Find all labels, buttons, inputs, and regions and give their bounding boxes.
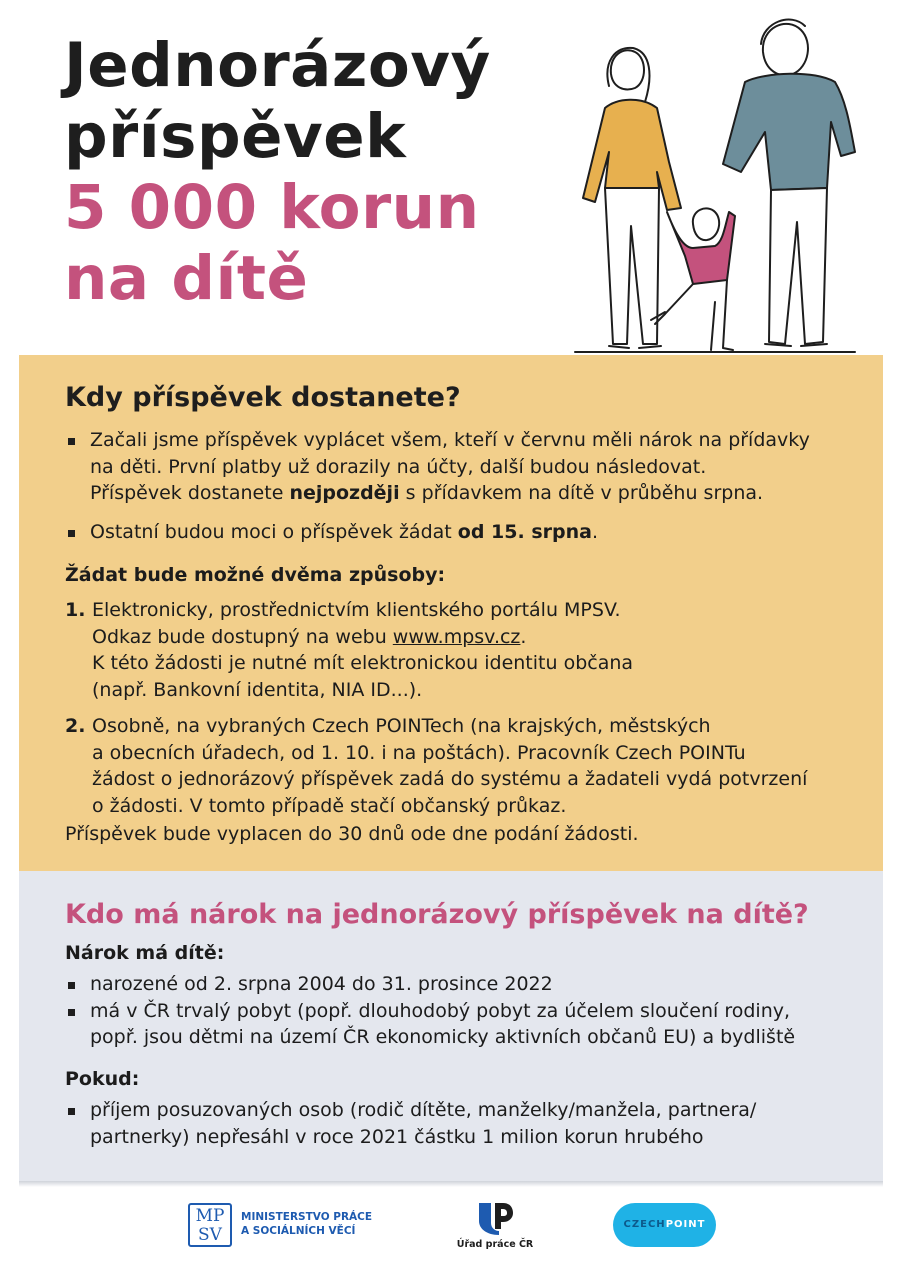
child-head [693, 208, 719, 240]
list-item-in-person: 2. Osobně, na vybraných Czech POINTech (na krajských, městských a obecních úřadech, od 1. 10. i na poštách). Pracovník Czech POINTu žádost o jednorázový příspěvek zadá do systému a žadateli vydá potvrzení o žádosti. V tomto případě stačí občanský průkaz. [65, 715, 808, 817]
eligibility-heading: Kdo má nárok na jednorázový příspěvek na dítě? [65, 899, 809, 930]
bullet-square-icon [68, 530, 75, 537]
child-legs [655, 280, 733, 350]
eligibility-panel [19, 871, 883, 1181]
title-line-1: Jednorázový [64, 30, 491, 101]
urad-prace-logo-icon [475, 1201, 515, 1235]
emphasis-date: od 15. srpna [457, 520, 592, 543]
czechpoint-logo: CZECHPOINT [613, 1203, 716, 1247]
list-item: narozené od 2. srpna 2004 do 31. prosince 2022 [65, 971, 795, 998]
bullet-square-icon [68, 438, 75, 445]
list-item-electronic: 1. Elektronicky, prostřednictvím klientského portálu MPSV. Odkaz bude dostupný na webu www.mpsv.cz. K této žádosti je nutné mít elektronickou identitu občana (např. Bankovní identita, NIA ID...). [65, 599, 634, 701]
mpsv-web-link[interactable]: www.mpsv.cz [392, 625, 521, 648]
list-number: 1. [65, 599, 86, 621]
when-bullet-list [65, 427, 810, 545]
bullet-square-icon [68, 1009, 75, 1016]
title-line-2: příspěvek [64, 101, 407, 172]
hero-section [0, 0, 900, 355]
emphasis-latest: nejpozději [289, 482, 400, 504]
bullet-square-icon [68, 982, 75, 989]
condition-list [65, 1097, 756, 1150]
woman-head [611, 50, 644, 89]
list-number: 2. [65, 715, 86, 737]
man-shirt [723, 74, 855, 190]
mpsv-logo-icon: MP SV [188, 1203, 232, 1247]
child-eligibility-heading: Nárok má dítě: [65, 942, 225, 964]
when-panel [19, 355, 883, 871]
list-item: má v ČR trvalý pobyt (popř. dlouhodobý pobyt za účelem sloučení rodiny, popř. jsou dětmi na území ČR ekonomicky aktivních občanů EU) a bydliště [65, 998, 795, 1051]
child-criteria-list [65, 971, 795, 1051]
bullet-square-icon [68, 1108, 75, 1115]
title-line-4: na dítě [64, 243, 309, 314]
list-item: příjem posuzovaných osob (rodič dítěte, manželky/manžela, partnera/ partnerky) nepřesáhl v roce 2021 částku 1 milion korun hrubého [65, 1097, 756, 1150]
ways-list [65, 597, 807, 819]
title-amount: 5 000 korun [64, 172, 480, 243]
urad-prace-label: Úřad práce ČR [456, 1239, 534, 1250]
family-illustration [565, 12, 860, 357]
mpsv-logo-text: MINISTERSTVO PRÁCE A SOCIÁLNÍCH VĚCÍ [241, 1211, 373, 1237]
list-item: Ostatní budou moci o příspěvek žádat od 15. srpna. [65, 519, 810, 546]
payout-note: Příspěvek bude vyplacen do 30 dnů ode dne podání žádosti. [65, 823, 639, 845]
man-head [763, 24, 808, 76]
when-heading: Kdy příspěvek dostanete? [65, 382, 461, 413]
page-title [64, 30, 491, 314]
footer-logos [0, 1195, 900, 1265]
ways-heading: Žádat bude možné dvěma způsoby: [65, 564, 446, 586]
man-trousers [769, 188, 827, 344]
condition-heading: Pokud: [65, 1068, 140, 1090]
list-item: Začali jsme příspěvek vyplácet všem, kteří v červnu měli nárok na přídavky na děti. První platby už dorazily na účty, další budou následovat. Příspěvek dostanete nejpozději s přídavkem na dítě v průběhu srpna. [65, 427, 810, 507]
